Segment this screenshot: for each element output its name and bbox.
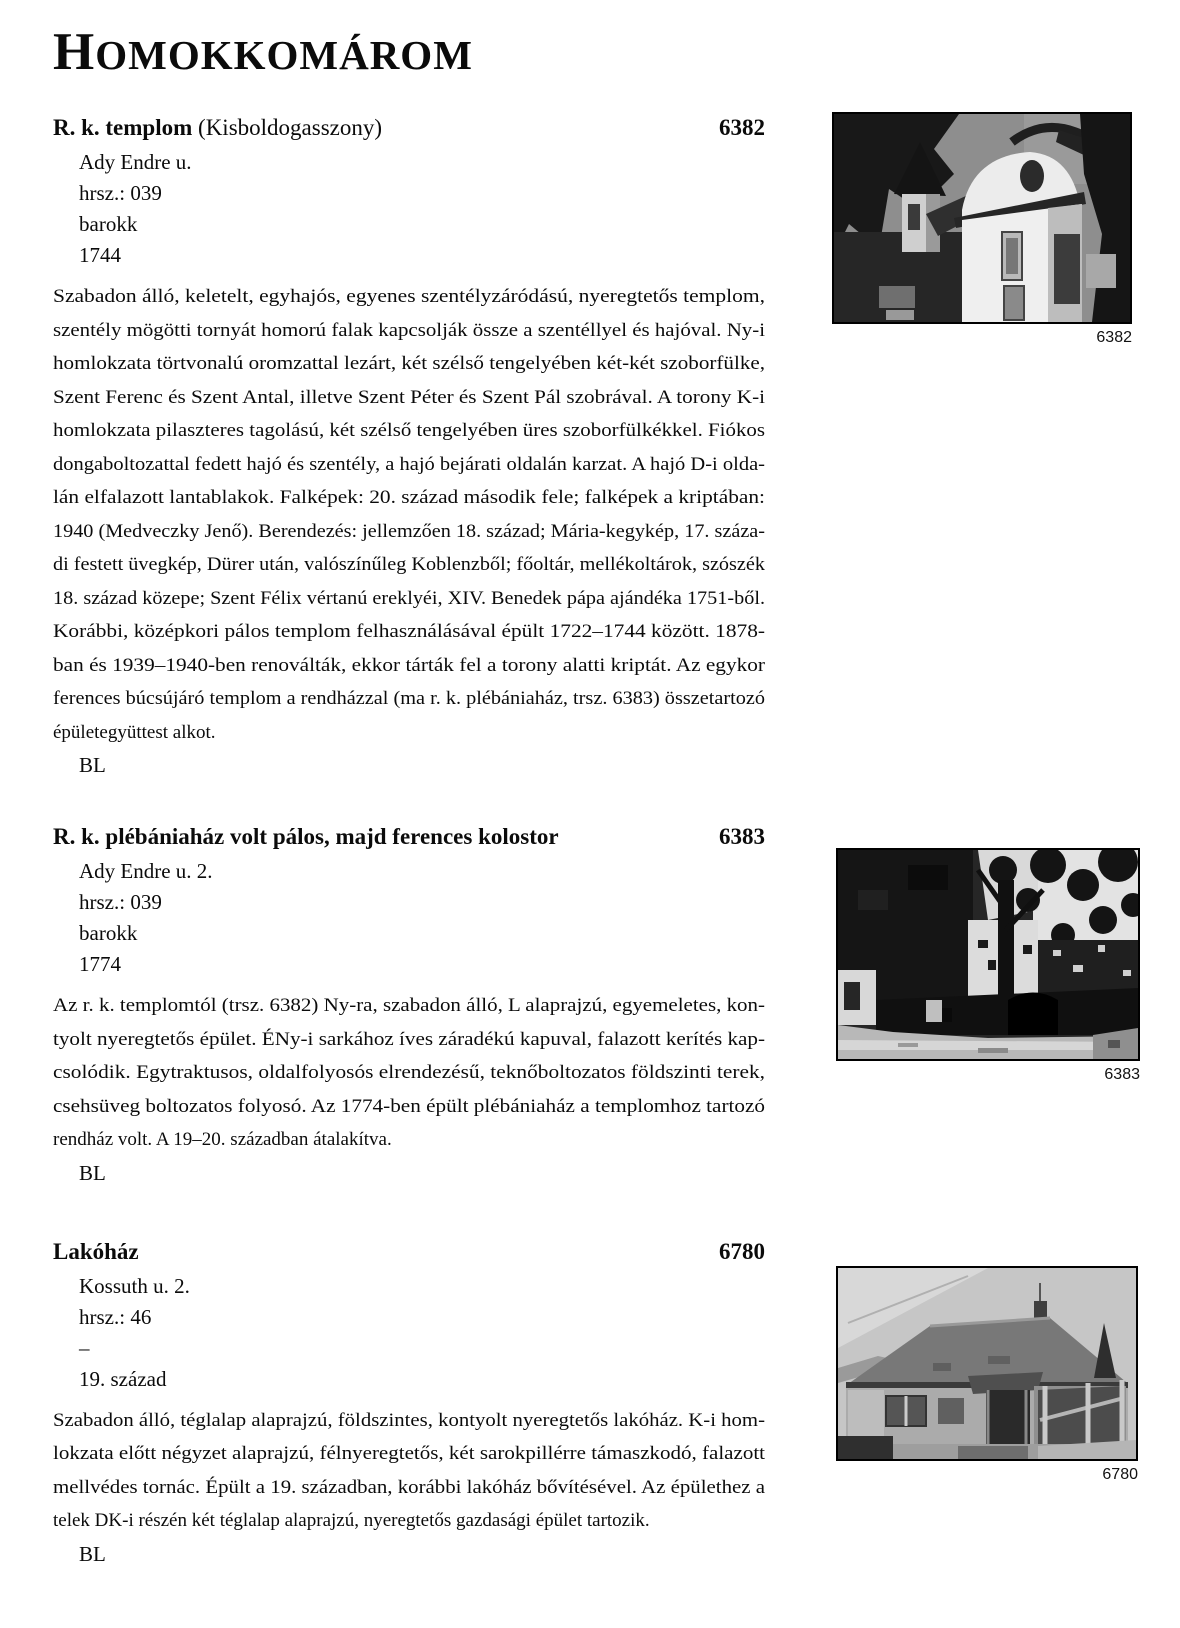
author-initials: BL [79,1160,106,1185]
paragraph-line: ban és 1939–1940-ben renoválták, ekkor tárták fel a torony alatti kriptát. Az egykor [53,654,765,676]
paragraph-line: Szabadon álló, téglalap alaprajzú, földszintes, kontyolt nyeregtetős lakóház. K-i hom- [53,1409,765,1431]
photo-caption: 6382 [1096,329,1132,346]
paragraph-line: di festett üvegkép, Dürer után, valószínűleg Koblenzből; főoltár, mellékoltárok, szószék [53,554,766,575]
paragraph-line: ferences búcsújáró templom a rendházzal (ma r. k. plébániaház, trsz. 6383) összetartozó [53,688,765,709]
parsonage-photo-image [836,848,1140,1061]
paragraph-line: csolódik. Egytraktusos, oldalfolyosós elrendezésű, teknőboltozatos földszinti terek, [53,1062,765,1083]
description-paragraph [53,280,765,749]
parsonage-photo-graphic [838,850,1138,1059]
entry-rk-templom [53,113,765,782]
photo-parsonage-6383 [836,848,1140,1084]
entry-title [53,822,559,852]
photo-caption: 6383 [1104,1066,1140,1083]
entry-title-name: Lakóház [53,1238,139,1264]
page-title: HOMOKKOMÁROM [53,23,473,81]
paragraph-line: szentély mögötti tornyát homorú falak kapcsolják össze a szentéllyel és hajóval. Ny-i [53,319,765,341]
entry-title-name: R. k. plébániaház volt pálos, majd ferences kolostor [53,824,559,849]
house-photo-graphic [838,1268,1136,1459]
author-initials: BL [79,1541,106,1566]
paragraph-line: 1940 (Medveczky Jenő). Berendezés: jellemzően 18. század; Mária-kegykép, 17. száza- [53,520,765,542]
entry-heading [53,822,765,852]
paragraph-line: tyolt nyeregtetős épület. ÉNy-i sarkához íves záradékú kapuval, falazott kerítés kap- [53,1028,765,1050]
entry-title-suffix: (Kisboldogasszony) [192,115,383,140]
photo-caption: 6780 [1102,1466,1138,1483]
paragraph-line: épületegyüttest alkot. [53,721,216,743]
paragraph-line: homlokzata törtvonalú oromzattal lezárt, két szélső tengelyében két-két szoborfülke, [53,353,765,374]
detail-line: Kossuth u. 2. [79,1273,190,1298]
entry-lakohaz [53,1237,765,1571]
entry-details [53,147,765,271]
entry-details [53,1271,765,1395]
entry-details [53,856,765,980]
author-initials: BL [79,753,106,777]
entry-heading [53,113,765,143]
entry-heading [53,1237,765,1267]
paragraph-line: dongaboltozattal fedett hajó és szentély, a hajó bejárati oldalán karzat. A hajó D-i olda- [53,453,765,475]
detail-line: 1744 [79,243,121,267]
detail-line: hrsz.: 46 [79,1304,152,1329]
church-photo-image [832,112,1132,324]
paragraph-line: lokzata előtt négyzet alaprajzú, félnyeregtetős, két sarokpillérre támaszkodó, falazott [53,1443,765,1464]
entry-register-number: 6382 [719,115,765,140]
paragraph-line: csehsüveg boltozatos folyosó. Az 1774-ben épült plébániaház a templomhoz tartozó [53,1095,765,1117]
detail-line: Ady Endre u. 2. [79,859,213,883]
paragraph-line: Az r. k. templomtól (trsz. 6382) Ny-ra, szabadon álló, L alaprajzú, egyemeletes, kon- [53,995,765,1016]
description-paragraph [53,1404,765,1538]
paragraph-line: telek DK-i részén két téglalap alaprajzú, nyeregtetős gazdasági épület tartozik. [53,1510,650,1531]
photo-house-6780 [836,1266,1138,1484]
paragraph-line: Korábbi, középkori pálos templom felhasználásával épült 1722–1744 között. 1878- [53,621,765,642]
detail-line: hrsz.: 039 [79,181,162,205]
paragraph-line: Szent Ferenc és Szent Antal, illetve Szent Péter és Szent Pál szobrával. A torony K-i [53,386,765,408]
photo-church-6382 [832,112,1132,347]
description-paragraph [53,989,765,1157]
paragraph-line: rendház volt. A 19–20. században átalakítva. [53,1129,392,1150]
paragraph-line: homlokzata pilaszteres tagolású, két szélső tengelyében üres szoborfülkékkel. Fiókos [53,420,765,441]
detail-line: barokk [79,921,138,945]
entry-title [53,113,382,143]
entry-register-number: 6383 [719,824,765,849]
house-photo-image [836,1266,1138,1461]
text-column [53,23,766,1571]
detail-line: 1774 [79,952,121,976]
paragraph-line: 18. század közepe; Szent Félix vértanú ereklyéi, XIV. Benedek pápa ajándéka 1751-ből. [53,587,765,609]
detail-line: – [79,1335,90,1360]
entry-title-name: R. k. templom [53,115,193,140]
entry-plebaniahaz [53,822,765,1190]
church-photo-graphic [834,114,1130,322]
detail-line: Ady Endre u. [79,150,192,174]
entry-title [53,1237,139,1267]
paragraph-line: Szabadon álló, keletelt, egyhajós, egyenes szentélyzáródású, nyeregtetős templom, [53,286,765,307]
detail-line: barokk [79,212,138,236]
paragraph-line: mellvédes tornác. Épült a 19. században, korábbi lakóház bővítésével. Az épülethez a [53,1476,765,1498]
entry-register-number: 6780 [719,1238,765,1264]
paragraph-line: lán elfalazott lantablakok. Falképek: 20. század második fele; falképek a kriptában: [53,487,765,508]
detail-line: hrsz.: 039 [79,890,162,914]
detail-line: 19. század [79,1366,167,1391]
